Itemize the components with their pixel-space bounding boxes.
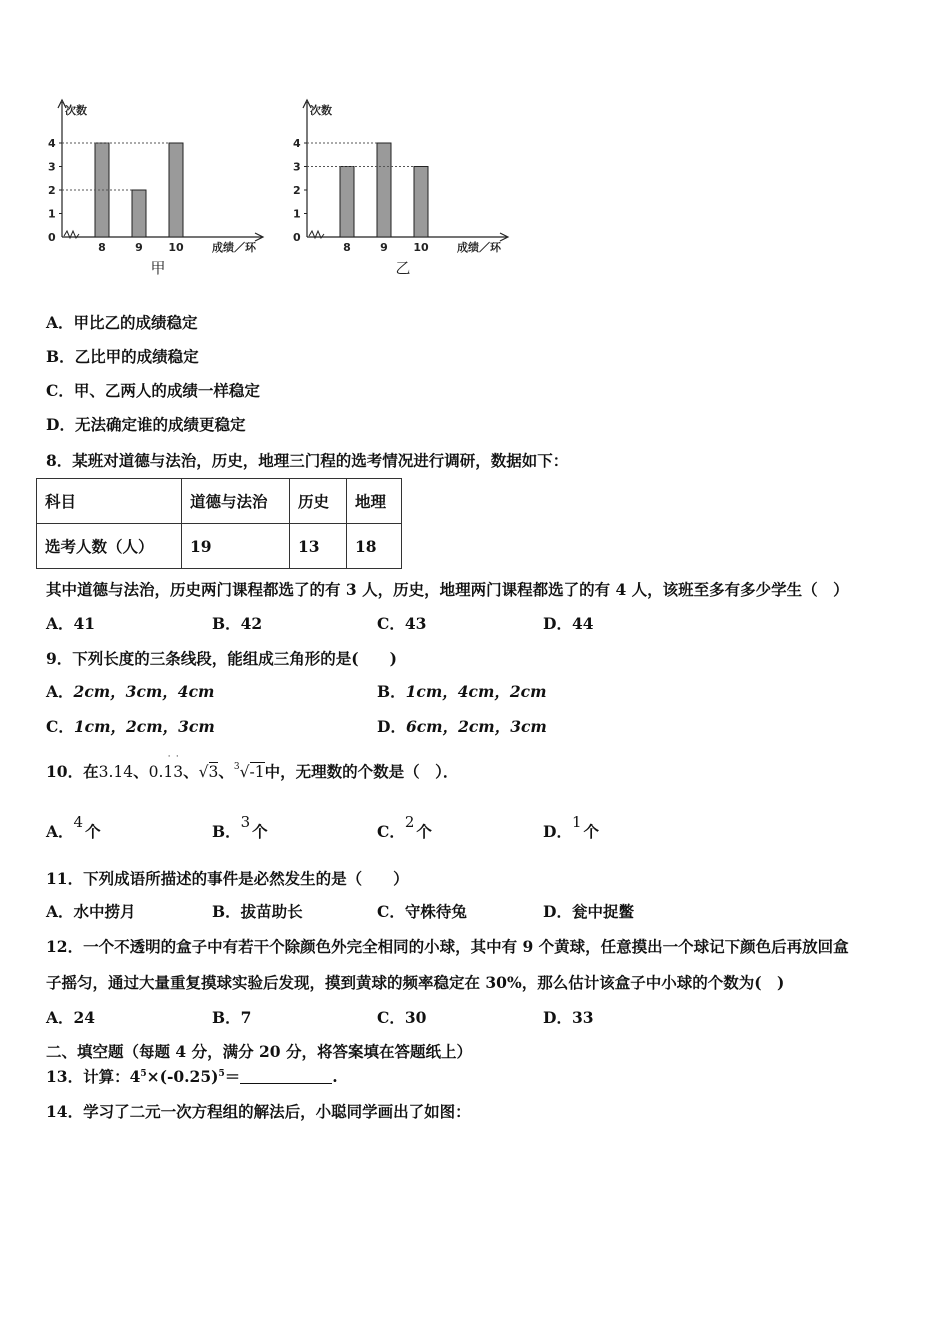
q13-end: . xyxy=(332,1067,338,1086)
bar xyxy=(169,143,183,237)
q8-option-c: C．43 xyxy=(377,614,427,633)
q13-mid: ×(-0.25) xyxy=(146,1067,219,1086)
q10-sep-3: 、 xyxy=(218,762,234,781)
repeat-dots-icon: ˙ ˙ xyxy=(166,755,180,766)
q10-sqrt-radicand: 3 xyxy=(208,763,219,781)
q8-option-d: D．44 xyxy=(543,614,594,633)
q10-cbrt-index: 3 xyxy=(233,762,240,772)
q12-stem-line1: 12．一个不透明的盒子中有若干个除颜色外完全相同的小球，其中有 9 个黄球，任意摸出一个球记下颜色后再放回盒 xyxy=(46,937,849,956)
q10-option-b xyxy=(212,813,268,842)
chart-yi-svg xyxy=(285,92,525,282)
q12-option-c: C．30 xyxy=(377,1008,427,1027)
table-header-morality: 道德与法治 xyxy=(182,479,290,524)
cbrt-icon: √ xyxy=(239,763,250,781)
chart-jia xyxy=(40,92,280,282)
q7-option-a: A．甲比乙的成绩稳定 xyxy=(46,313,198,332)
q9-option-c xyxy=(46,715,215,737)
q10-sqrt xyxy=(199,762,219,781)
q10-sep-2: 、 xyxy=(183,762,199,781)
q9-option-c-text: 1cm，2cm，3cm xyxy=(73,717,215,736)
q12-option-b: B．7 xyxy=(212,1008,252,1027)
q11-option-c: C．守株待兔 xyxy=(377,902,467,921)
q9-stem: 9．下列长度的三条线段，能组成三角形的是( ) xyxy=(46,649,397,668)
y-tick-label: 0 xyxy=(293,231,301,244)
q10-num-repeating xyxy=(148,755,184,781)
sqrt-icon: √ xyxy=(198,763,209,781)
q13-exp2: 5 xyxy=(218,1069,225,1079)
q10-option-d-label: D． xyxy=(543,822,572,841)
x-axis-label: 成绩／环 xyxy=(212,241,256,254)
y-tick-label: 1 xyxy=(293,207,301,221)
x-tick-label: 8 xyxy=(343,241,351,254)
subject-table xyxy=(36,478,402,569)
q10-option-b-unit: 个 xyxy=(252,822,268,841)
y-tick-label: 4 xyxy=(48,137,56,150)
q9-option-d-label: D． xyxy=(377,717,406,736)
y-tick-label: 2 xyxy=(293,184,301,197)
q10-sep-1: 、 xyxy=(133,762,149,781)
q13-exp1: 5 xyxy=(140,1069,147,1079)
x-tick-label: 10 xyxy=(168,241,184,254)
table-header-geography: 地理 xyxy=(347,479,402,524)
chart-yi xyxy=(285,92,525,282)
q10-option-a-num: 4 xyxy=(73,813,84,831)
y-tick-label: 4 xyxy=(293,137,301,150)
q10-cbrt xyxy=(234,763,265,781)
chart-name: 甲 xyxy=(150,259,166,277)
bar xyxy=(377,143,391,237)
y-tick-label: 0 xyxy=(48,231,56,244)
table-cell-geography: 18 xyxy=(347,524,402,569)
q8-stem: 8．某班对道德与法治，历史，地理三门程的选考情况进行调研，数据如下： xyxy=(46,451,569,470)
q11-option-b: B．拔苗助长 xyxy=(212,902,303,921)
q9-option-a-text: 2cm，3cm，4cm xyxy=(73,682,215,701)
x-tick-label: 9 xyxy=(135,241,143,254)
table-row-label: 选考人数（人） xyxy=(37,524,182,569)
q12-option-a: A．24 xyxy=(46,1008,96,1027)
q10-num-3-14: 3.14 xyxy=(98,763,134,781)
q13-eq: ＝ xyxy=(224,1067,241,1086)
q7-option-b: B．乙比甲的成绩稳定 xyxy=(46,347,199,366)
q11-option-a: A．水中捞月 xyxy=(46,902,136,921)
q10-cbrt-radicand: -1 xyxy=(249,763,265,781)
section-2-heading: 二、填空题（每题 4 分，满分 20 分，将答案填在答题纸上） xyxy=(46,1042,472,1061)
x-tick-label: 8 xyxy=(98,241,106,254)
chart-name: 乙 xyxy=(395,259,411,277)
q10-option-d-num: 1 xyxy=(571,813,582,831)
y-tick-label: 2 xyxy=(48,184,56,197)
table-cell-morality: 19 xyxy=(182,524,290,569)
y-axis-label: 次数 xyxy=(310,104,332,117)
q10-option-d-unit: 个 xyxy=(583,822,600,841)
q10-option-c xyxy=(377,813,432,842)
q14-stem: 14．学习了二元一次方程组的解法后，小聪同学画出了如图： xyxy=(46,1102,471,1121)
q9-option-b-label: B． xyxy=(377,682,406,701)
q8-option-b: B．42 xyxy=(212,614,263,633)
q13-stem xyxy=(46,1065,338,1087)
q9-option-d xyxy=(377,715,547,737)
q13-prefix: 13．计算：4 xyxy=(46,1067,141,1086)
q13-answer-blank xyxy=(240,1069,332,1084)
q7-option-c: C．甲、乙两人的成绩一样稳定 xyxy=(46,381,260,400)
table-row xyxy=(37,524,402,569)
q10-option-c-num: 2 xyxy=(404,813,415,831)
x-tick-label: 10 xyxy=(413,241,429,254)
y-tick-label: 1 xyxy=(48,207,56,221)
q10-option-c-label: C． xyxy=(377,822,405,841)
x-axis-label: 成绩／环 xyxy=(457,241,501,254)
x-tick-label: 9 xyxy=(380,241,388,254)
q7-option-d: D．无法确定谁的成绩更稳定 xyxy=(46,415,246,434)
q10-option-a-label: A． xyxy=(46,822,74,841)
q10-prefix: 10．在 xyxy=(46,762,99,781)
q10-stem xyxy=(46,755,459,782)
table-header-history: 历史 xyxy=(290,479,347,524)
chart-jia-svg xyxy=(40,92,280,282)
y-tick-label: 3 xyxy=(48,160,56,174)
q10-option-a xyxy=(46,813,101,842)
q10-option-d xyxy=(543,813,600,842)
q9-option-b-text: 1cm，4cm，2cm xyxy=(405,682,547,701)
q9-option-d-text: 6cm，2cm，3cm xyxy=(405,717,547,736)
q12-stem-line2: 子摇匀，通过大量重复摸球实验后发现，摸到黄球的频率稳定在 30%，那么估计该盒子中小球的个数为( ) xyxy=(46,973,785,992)
q12-option-d: D．33 xyxy=(543,1008,594,1027)
table-cell-history: 13 xyxy=(290,524,347,569)
q10-option-b-label: B． xyxy=(212,822,241,841)
q10-repeating-value: 0.13 xyxy=(148,763,184,781)
q10-option-b-num: 3 xyxy=(240,813,251,831)
table-header-subject: 科目 xyxy=(37,479,182,524)
bar xyxy=(340,167,354,238)
y-tick-label: 3 xyxy=(293,160,301,174)
q8-option-a: A．41 xyxy=(46,614,96,633)
q8-stem2: 其中道德与法治，历史两门课程都选了的有 3 人，历史，地理两门课程都选了的有 4 人，该班至多有多少学生（ ） xyxy=(46,580,849,599)
q10-option-c-unit: 个 xyxy=(416,822,432,841)
bar xyxy=(414,167,428,238)
q10-option-a-unit: 个 xyxy=(85,822,101,841)
q9-option-c-label: C． xyxy=(46,717,74,736)
q9-option-b xyxy=(377,680,546,702)
q9-option-a-label: A． xyxy=(46,682,74,701)
bar xyxy=(132,190,146,237)
q10-suffix: 中，无理数的个数是（ ）． xyxy=(264,762,459,781)
y-axis-label: 次数 xyxy=(65,104,87,117)
table-header-row xyxy=(37,479,402,524)
q11-option-d: D．瓮中捉鳖 xyxy=(543,902,634,921)
q11-stem: 11．下列成语所描述的事件是必然发生的是（ ） xyxy=(46,869,409,888)
q9-option-a xyxy=(46,680,214,702)
